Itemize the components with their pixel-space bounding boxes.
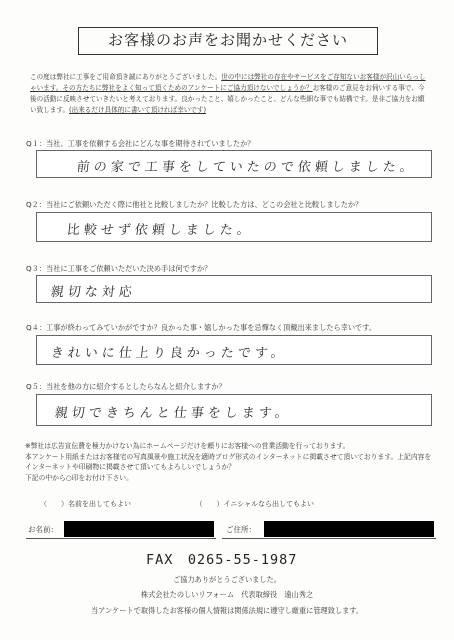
question-1-answer: 前の家で工事をしていたので依頼しました。 bbox=[76, 160, 418, 175]
option-name-checkbox[interactable]: （ ） bbox=[40, 500, 68, 508]
thanks-message: ご協力ありがとうございました。 bbox=[173, 575, 281, 584]
intro-p1-underlined: 世の中には弊社の存在やサービスをご存知ないお客様が沢山いらっしゃいます。その方たちに弊社をよく知って頂くためのアンケートにご協力頂けないでしょうか？ bbox=[30, 73, 426, 92]
survey-title: お客様のお声をお聞かせください bbox=[78, 27, 378, 55]
fax-number: FAX 0265-55-1987 bbox=[146, 552, 298, 568]
consent-options bbox=[40, 499, 314, 509]
option-initial-label: イニシャルなら出してもよい bbox=[223, 500, 315, 508]
intro-p1: この度は弊社に工事をご用命頂き誠にありがとうございました。 bbox=[30, 73, 222, 81]
notice-line-2: 本アンケート用紙またはお客様宅の写真風景や施工状況を適時ブログ形式のインターネットに掲載させて頂いております。上記内容をインターネットや印刷物に掲載させて頂いてもよろしいでしょうか？ bbox=[25, 452, 432, 471]
option-name-label: 名前を出してもよい bbox=[68, 500, 131, 508]
name-redaction bbox=[64, 521, 214, 537]
question-5-answer-box[interactable] bbox=[36, 394, 432, 426]
address-field[interactable] bbox=[222, 521, 436, 539]
question-1-answer-box[interactable] bbox=[36, 150, 432, 178]
question-2-label: Q２：当社にご依頼いただく際に他社と比較しましたか？比較した方は、どこの会社と比較しましたか？ bbox=[26, 200, 363, 209]
question-3-answer: 親切な対応 bbox=[50, 285, 137, 300]
question-4-answer-box[interactable] bbox=[36, 335, 432, 365]
name-label: お名前： bbox=[28, 525, 58, 534]
publication-notice bbox=[25, 441, 435, 483]
question-5-answer: 親切できちんと仕事をします。 bbox=[54, 406, 293, 421]
notice-line-3: 下記の中から○印をお付け下さい。 bbox=[25, 473, 133, 482]
question-5-label: Q５：当社を他の方に紹介するとしたらなんと紹介しますか？ bbox=[26, 382, 226, 391]
intro-p2-underlined: (出来るだけ具体的に書いて頂ければ幸いです) bbox=[69, 106, 207, 114]
question-2-answer-box[interactable] bbox=[36, 212, 432, 242]
notice-line-1: ※弊社は広告宣伝費を極力かけない為にホームページだけを頼りにお客様への営業活動を行っております。 bbox=[25, 442, 350, 450]
question-2-answer: 比較せず依頼しました。 bbox=[66, 223, 255, 238]
question-3-label: Q３：当社に工事をご依頼いただいた決め手は何ですか？ bbox=[26, 264, 212, 273]
intro-p2: お客様のご意見をお伺いする事で、今後の活動に反映させていきたいと考えております。良かったこと、嬉しかったこと、どんな些細な事でも結構です。是非ご協力をお願い致します。 bbox=[30, 84, 425, 114]
name-field[interactable] bbox=[26, 521, 216, 539]
privacy-notice: 当アンケートで取得したお客様の個人情報は関係法規に遵守し厳重に管理致します。 bbox=[90, 606, 364, 615]
question-1-label: Q１：当社、工事を依頼する会社にどんな事を期待されていましたか？ bbox=[26, 139, 255, 148]
address-label: ご住所： bbox=[226, 525, 256, 534]
question-3-answer-box[interactable] bbox=[36, 275, 432, 303]
address-redaction bbox=[264, 521, 434, 537]
question-4-answer: きれいに仕上り良かったです。 bbox=[50, 346, 289, 361]
question-4-label: Q４：工事が終わってみていかがですか？良かった事・嬉しかった事を忌憚なく頂戴出来ましたら幸いです。 bbox=[26, 323, 377, 332]
option-initial-checkbox[interactable]: （ ） bbox=[195, 500, 224, 508]
intro-text bbox=[30, 72, 430, 116]
company-signature: 株式会社たのしいリフォーム 代表取締役 遠山秀之 bbox=[140, 590, 314, 599]
